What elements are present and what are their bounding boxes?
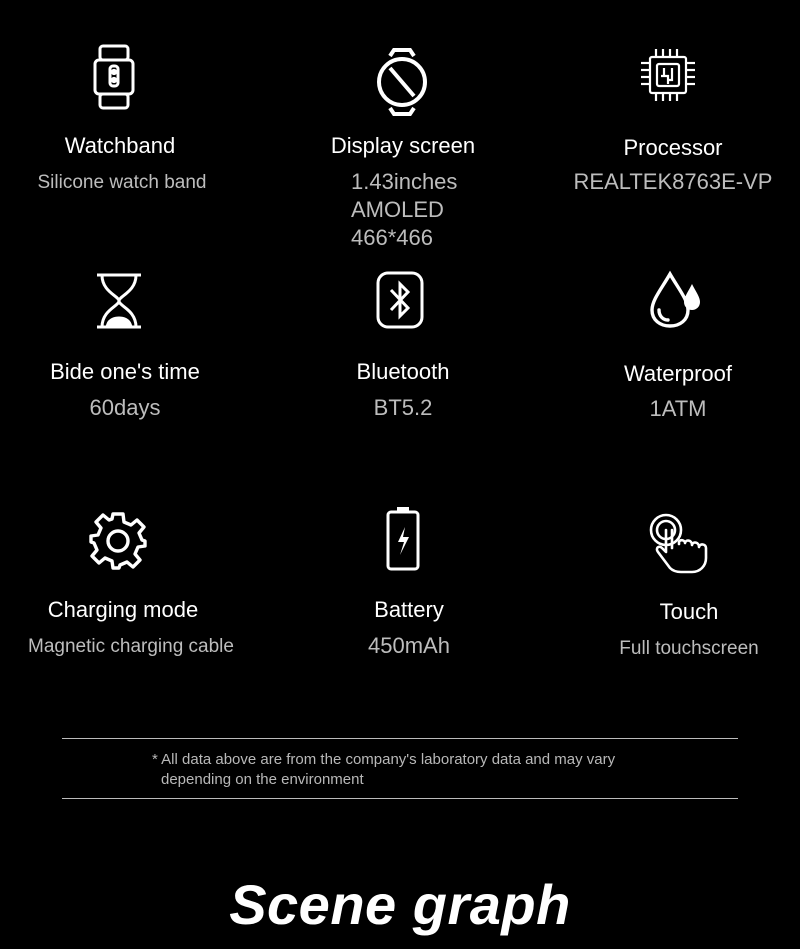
feature-subtitle: Full touchscreen xyxy=(619,638,759,659)
feature-title: Waterproof xyxy=(623,361,732,386)
feature-title: Bide one's time xyxy=(50,359,200,384)
feature-title: Bluetooth xyxy=(356,359,450,384)
watchband-icon xyxy=(92,44,136,112)
feature-title: Touch xyxy=(659,599,719,624)
battery-icon xyxy=(386,505,420,571)
feature-subtitle: 1ATM xyxy=(649,396,707,421)
divider-top xyxy=(62,738,738,739)
subtitle-line: 1.43inches xyxy=(351,169,458,194)
feature-subtitle: 450mAh xyxy=(368,633,450,658)
feature-subtitle: Magnetic charging cable xyxy=(28,636,234,657)
subtitle-line: 466*466 xyxy=(351,225,433,250)
watch-face-icon xyxy=(373,48,431,116)
feature-subtitle: Silicone watch band xyxy=(37,172,207,193)
footer-title: Scene graph xyxy=(229,873,571,936)
chip-icon xyxy=(638,46,698,104)
feature-title: Processor xyxy=(623,135,723,160)
water-drops-icon xyxy=(648,270,702,328)
disclaimer-line: * All data above are from the company's laboratory data and may vary xyxy=(152,751,616,768)
hourglass-icon xyxy=(95,272,143,330)
feature-subtitle: BT5.2 xyxy=(373,395,433,420)
feature-subtitle: REALTEK8763E-VP xyxy=(573,169,773,194)
feature-subtitle: 60days xyxy=(89,395,161,420)
feature-title: Display screen xyxy=(330,133,476,158)
feature-title: Battery xyxy=(374,597,444,622)
gear-icon xyxy=(88,511,148,571)
subtitle-line: AMOLED xyxy=(351,197,444,222)
disclaimer xyxy=(152,750,712,790)
disclaimer-line: depending on the environment xyxy=(161,771,364,788)
feature-title: Watchband xyxy=(64,133,176,158)
feature-title: Charging mode xyxy=(47,597,199,622)
divider-bottom xyxy=(62,798,738,799)
bluetooth-icon xyxy=(376,271,424,329)
touch-hand-icon xyxy=(646,512,714,574)
